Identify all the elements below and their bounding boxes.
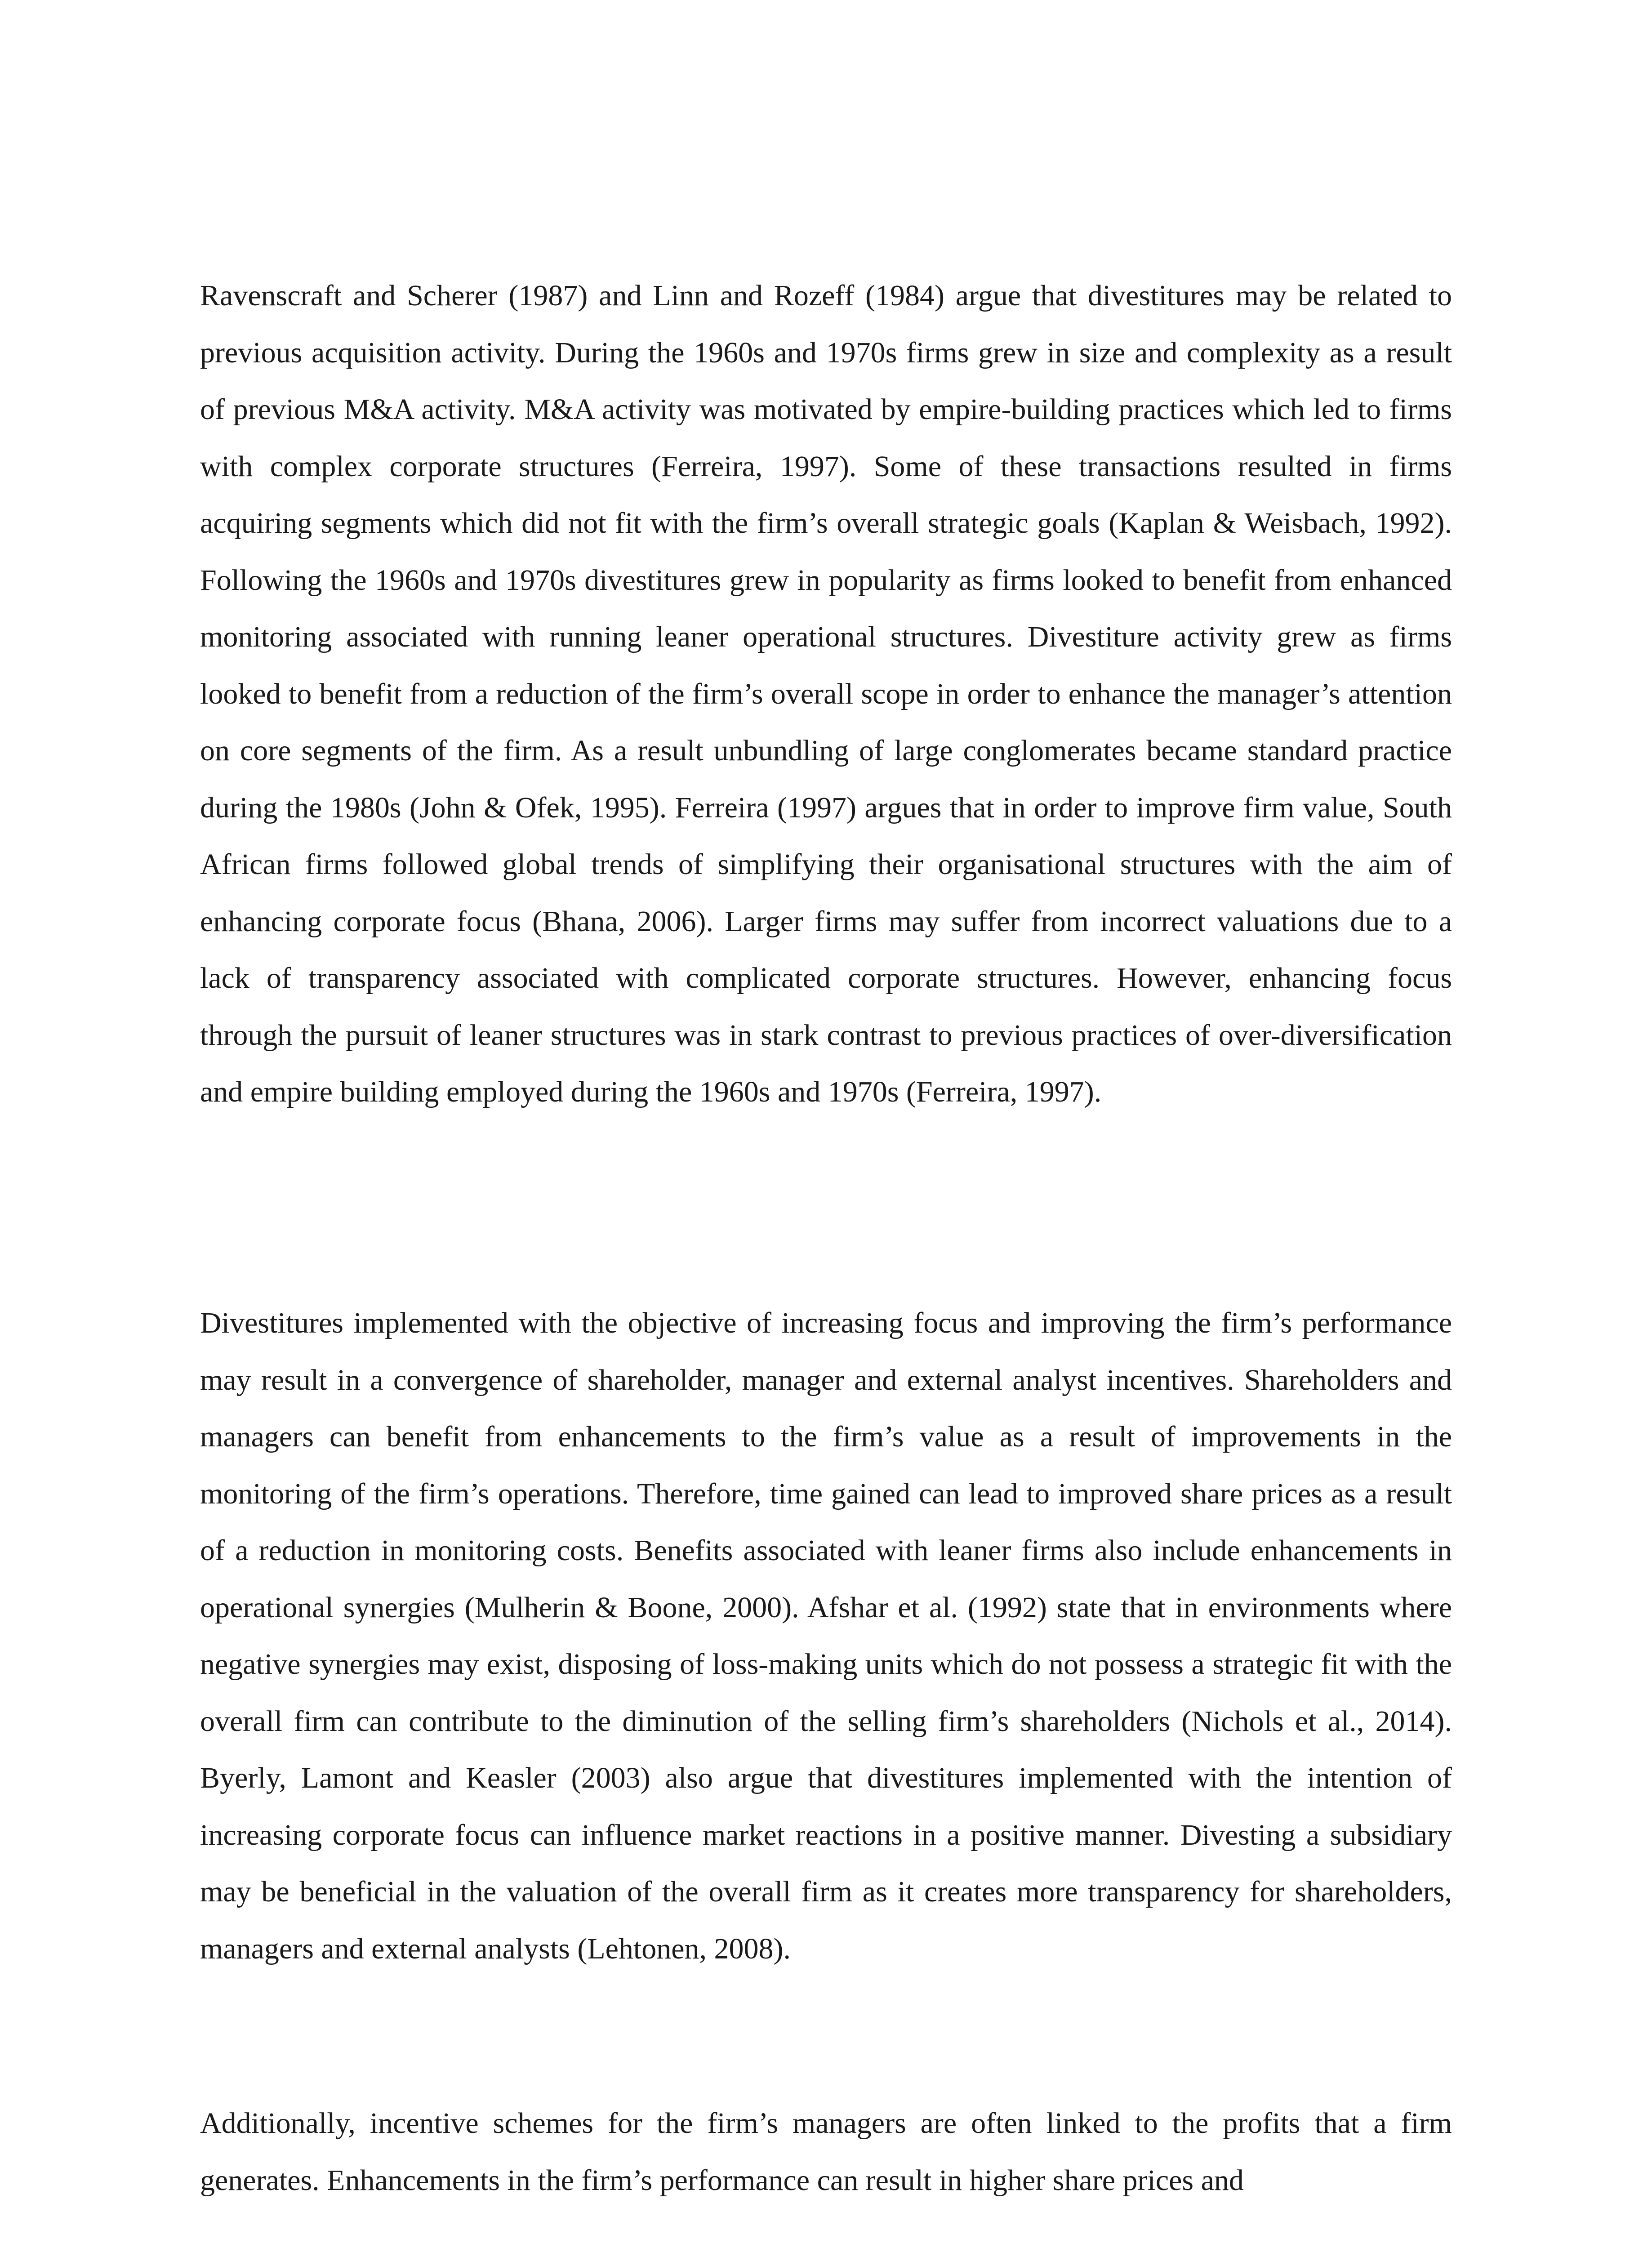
body-paragraph-1: Ravenscraft and Scherer (1987) and Linn and Rozeff (1984) argue that divestitures may be related to previous acquisition activity. During the 1960s and 1970s firms grew in size and complexity as a result of previous M&A activity. M&A activity was motivated by empire-building practices which led to firms with complex corporate structures (Ferreira, 1997). Some of these transactions resulted in firms acquiring segments which did not fit with the firm’s overall strategic goals (Kaplan & Weisbach, 1992). Following the 1960s and 1970s divestitures grew in popularity as firms looked to benefit from enhanced monitoring associated with running leaner operational structures. Divestiture activity grew as firms looked to benefit from a reduction of the firm’s overall scope in order to enhance the manager’s attention on core segments of the firm. As a result unbundling of large conglomerates became standard practice during the 1980s (John & Ofek, 1995). Ferreira (1997) argues that in order to improve firm value, South African firms followed global trends of simplifying their organisational structures with the aim of enhancing corporate focus (Bhana, 2006). Larger firms may suffer from incorrect valuations due to a lack of transparency associated with complicated corporate structures. However, enhancing focus through the pursuit of leaner structures was in stark contrast to previous practices of over-diversification and empire building employed during the 1960s and 1970s (Ferreira, 1997).: [200, 279, 1452, 1108]
body-paragraph-2: Divestitures implemented with the objective of increasing focus and improving the firm’s performance may result in a convergence of shareholder, manager and external analyst incentives. Shareholders and managers can benefit from enhancements to the firm’s value as a result of improvements in the monitoring of the firm’s operations. Therefore, time gained can lead to improved share prices as a result of a reduction in monitoring costs. Benefits associated with leaner firms also include enhancements in operational synergies (Mulherin & Boone, 2000). Afshar et al. (1992) state that in environments where negative synergies may exist, disposing of loss-making units which do not possess a strategic fit with the overall firm can contribute to the diminution of the selling firm’s shareholders (Nichols et al., 2014). Byerly, Lamont and Keasler (2003) also argue that divestitures implemented with the intention of increasing corporate focus can influence market reactions in a positive manner. Divesting a subsidiary may be beneficial in the valuation of the overall firm as it creates more transparency for shareholders, managers and external analysts (Lehtonen, 2008).: [200, 1307, 1452, 1965]
body-paragraph-3: Additionally, incentive schemes for the firm’s managers are often linked to the profits that a firm generates. Enhancements in the firm’s performance can result in higher share prices and: [200, 2107, 1452, 2197]
